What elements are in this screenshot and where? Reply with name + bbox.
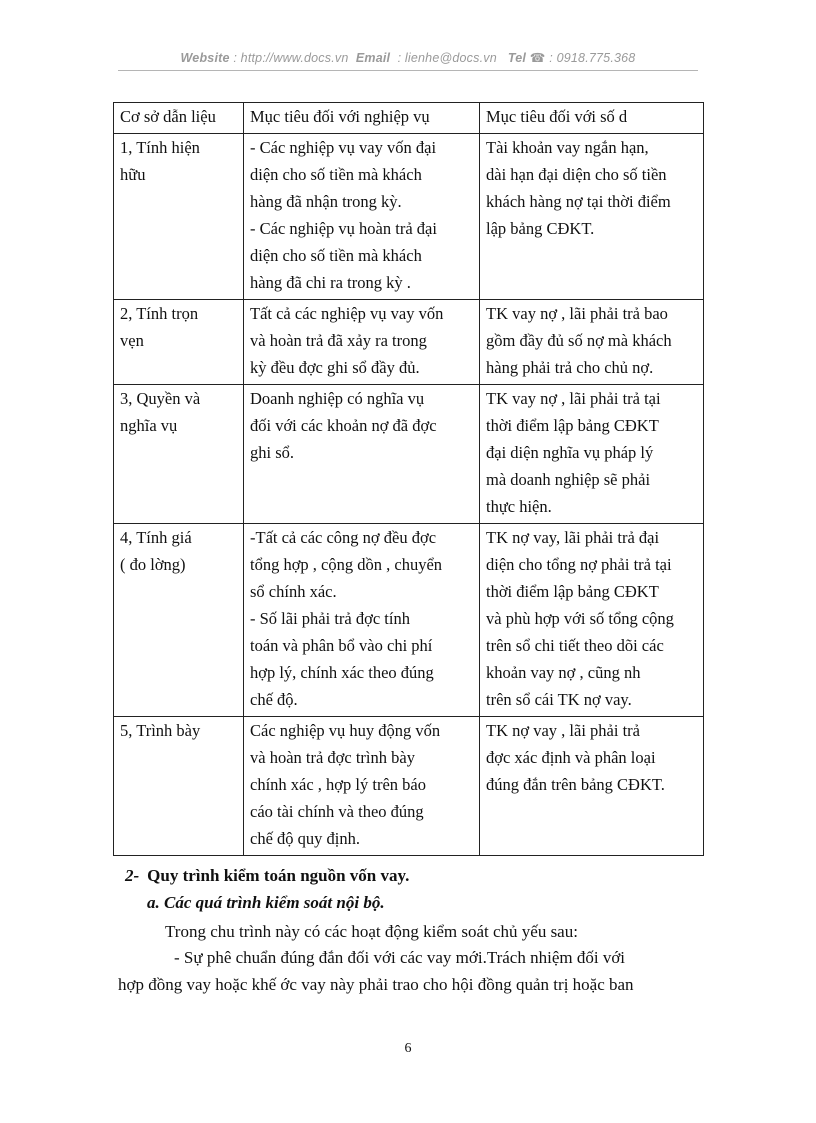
cell-text-line: trên sổ cái TK nợ vay.: [486, 690, 632, 709]
section-number: 2-: [125, 866, 140, 885]
cell-text-line: 3, Quyền và: [120, 389, 201, 408]
table-row: [114, 300, 704, 385]
cell-text-line: và hoàn trả đã xảy ra trong: [250, 331, 427, 350]
phone-icon: ☎: [529, 51, 546, 65]
section-title: Quy trình kiểm toán nguồn vốn vay.: [147, 866, 410, 885]
cell-text-line: thời điểm lập bảng CĐKT: [486, 582, 659, 601]
cell-text-line: khách hàng nợ tại thời điểm: [486, 192, 671, 211]
cell-text-line: trên sổ chi tiết theo dõi các: [486, 636, 664, 655]
cell-text-line: diện cho số tiền mà khách: [250, 246, 422, 265]
cell-text-line: đối với các khoản nợ đã đợc: [250, 416, 437, 435]
cell-text-line: chính xác , hợp lý trên báo: [250, 775, 426, 794]
cell-text-line: diện cho tổng nợ phải trả tại: [486, 555, 672, 574]
cell-text-line: ( đo lờng): [120, 555, 186, 574]
header-divider: [118, 70, 698, 71]
paragraph-continuation: hợp đồng vay hoặc khế ớc vay này phải trao cho hội đồng quản trị hoặc ban: [118, 975, 634, 994]
cell-transaction-objective: [244, 524, 480, 717]
cell-text-line: TK vay nợ , lãi phải trả bao: [486, 304, 668, 323]
cell-text-line: khoản vay nợ , cũng nh: [486, 663, 641, 682]
cell-text-line: ghi sổ.: [250, 443, 295, 462]
cell-basis: [114, 717, 244, 856]
table-header-row: [114, 103, 704, 134]
cell-balance-objective: [480, 385, 704, 524]
cell-text-line: Các nghiệp vụ huy động vốn: [250, 721, 441, 740]
cell-transaction-objective: [244, 134, 480, 300]
cell-transaction-objective: [244, 717, 480, 856]
cell-balance-objective: [480, 134, 704, 300]
col-header-balance: Mục tiêu đối với số d: [480, 103, 704, 134]
cell-transaction-objective: [244, 385, 480, 524]
cell-text-line: 1, Tính hiện: [120, 138, 200, 157]
cell-text-line: hợp lý, chính xác theo đúng: [250, 663, 434, 682]
cell-text-line: chế độ quy định.: [250, 829, 360, 848]
email-label: Email: [355, 51, 391, 65]
cell-text-line: Tài khoản vay ngắn hạn,: [486, 138, 649, 157]
cell-text-line: sổ chính xác.: [250, 582, 337, 601]
table-row: [114, 134, 704, 300]
cell-text-line: đúng đắn trên bảng CĐKT.: [486, 775, 665, 794]
subsection-heading: a. Các quá trình kiểm soát nội bộ.: [147, 893, 385, 912]
col-header-basis: Cơ sở dẫn liệu: [114, 103, 244, 134]
cell-text-line: cáo tài chính và theo đúng: [250, 802, 424, 821]
cell-text-line: đại diện nghĩa vụ pháp lý: [486, 443, 654, 462]
cell-text-line: TK nợ vay , lãi phải trả: [486, 721, 640, 740]
cell-balance-objective: [480, 524, 704, 717]
section-heading: [125, 866, 409, 886]
cell-text-line: toán và phân bổ vào chi phí: [250, 636, 433, 655]
cell-basis: [114, 134, 244, 300]
website-value[interactable]: : http://www.docs.vn: [233, 51, 349, 65]
cell-balance-objective: [480, 300, 704, 385]
cell-text-line: 4, Tính giá: [120, 528, 192, 547]
cell-text-line: chế độ.: [250, 690, 298, 709]
cell-text-line: hữu: [120, 165, 146, 184]
cell-text-line: tổng hợp , cộng dồn , chuyển: [250, 555, 443, 574]
cell-text-line: và hoàn trả đợc trình bày: [250, 748, 415, 767]
tel-value: : 0918.775.368: [549, 51, 636, 65]
cell-text-line: - Số lãi phải trả đợc tính: [250, 609, 410, 628]
cell-text-line: hàng đã chi ra trong kỳ .: [250, 273, 411, 292]
cell-text-line: lập bảng CĐKT.: [486, 219, 595, 238]
cell-text-line: TK vay nợ , lãi phải trả tại: [486, 389, 661, 408]
cell-text-line: hàng phải trả cho chủ nợ.: [486, 358, 654, 377]
cell-text-line: mà doanh nghiệp sẽ phải: [486, 470, 651, 489]
cell-basis: [114, 524, 244, 717]
cell-text-line: Doanh nghiệp có nghĩa vụ: [250, 389, 425, 408]
cell-text-line: dài hạn đại diện cho số tiền: [486, 165, 667, 184]
cell-text-line: 5, Trình bày: [120, 721, 201, 740]
col-header-transaction: Mục tiêu đối với nghiệp vụ: [244, 103, 480, 134]
table-row: [114, 385, 704, 524]
cell-text-line: gồm đầy đủ số nợ mà khách: [486, 331, 672, 350]
paragraph-item: - Sự phê chuẩn đúng đắn đối với các vay mới.Trách nhiệm đối với: [174, 948, 626, 967]
cell-text-line: hàng đã nhận trong kỳ.: [250, 192, 402, 211]
cell-text-line: thực hiện.: [486, 497, 552, 516]
email-value[interactable]: : lienhe@docs.vn: [397, 51, 497, 65]
cell-text-line: vẹn: [120, 331, 144, 350]
cell-transaction-objective: [244, 300, 480, 385]
cell-text-line: diện cho số tiền mà khách: [250, 165, 422, 184]
cell-text-line: TK nợ vay, lãi phải trả đại: [486, 528, 660, 547]
cell-text-line: kỳ đều đợc ghi sổ đầy đủ.: [250, 358, 420, 377]
table-row: [114, 717, 704, 856]
tel-label: Tel: [507, 51, 527, 65]
paragraph-intro: Trong chu trình này có các hoạt động kiểm soát chủ yếu sau:: [165, 922, 578, 941]
cell-text-line: thời điểm lập bảng CĐKT: [486, 416, 659, 435]
cell-balance-objective: [480, 717, 704, 856]
cell-text-line: và phù hợp với số tổng cộng: [486, 609, 674, 628]
cell-basis: [114, 300, 244, 385]
cell-text-line: - Các nghiệp vụ hoàn trả đại: [250, 219, 437, 238]
cell-text-line: - Các nghiệp vụ vay vốn đại: [250, 138, 437, 157]
assertions-table: [113, 102, 704, 856]
page-number: 6: [404, 1041, 412, 1056]
cell-text-line: 2, Tính trọn: [120, 304, 199, 323]
cell-text-line: đợc xác định và phân loại: [486, 748, 656, 767]
cell-text-line: -Tất cả các công nợ đều đợc: [250, 528, 437, 547]
cell-text-line: nghĩa vụ: [120, 416, 178, 435]
table-row: [114, 524, 704, 717]
cell-basis: [114, 385, 244, 524]
cell-text-line: Tất cả các nghiệp vụ vay vốn: [250, 304, 444, 323]
page-header: [118, 50, 698, 65]
website-label: Website: [180, 51, 230, 65]
